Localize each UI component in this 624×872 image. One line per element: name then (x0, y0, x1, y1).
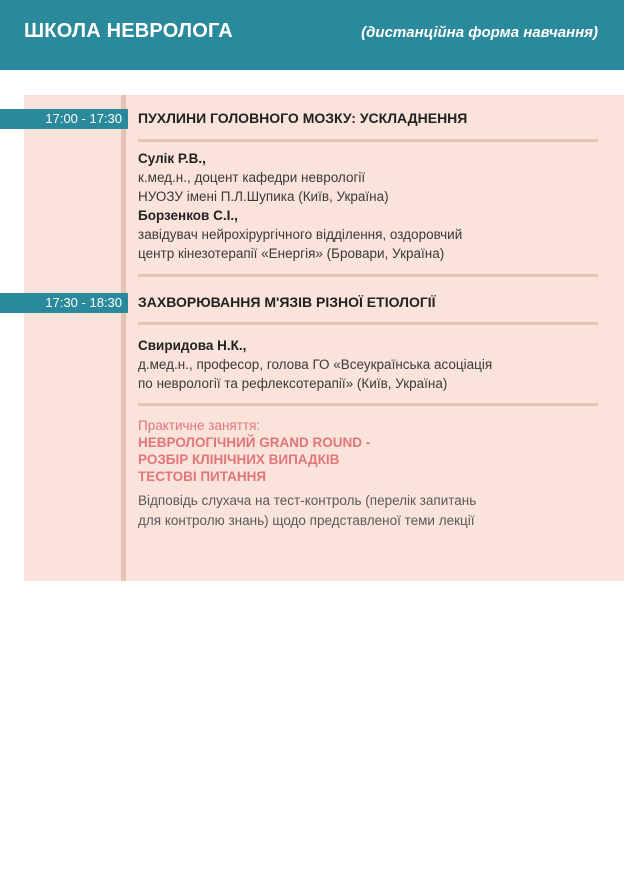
practice-title-line: ТЕСТОВІ ПИТАННЯ (138, 469, 267, 484)
speaker-name: Борзенков С.І., (138, 208, 238, 223)
practice-label: Практичне заняття: (138, 418, 261, 433)
practice-description: Відповідь слухача на тест-контроль (перелік запитань (138, 493, 477, 508)
session-title: ЗАХВОРЮВАННЯ М'ЯЗІВ РІЗНОЇ ЕТІОЛОГІЇ (138, 294, 436, 310)
speaker-name: Сулік Р.В., (138, 151, 206, 166)
page-subtitle: (дистанційна форма навчання) (361, 24, 598, 41)
practice-block (138, 417, 608, 531)
speaker-name: Свиридова Н.К., (138, 338, 247, 353)
page-title: ШКОЛА НЕВРОЛОГА (24, 20, 233, 42)
speaker-position: к.мед.н., доцент кафедри неврології (138, 170, 366, 185)
session-time-tag: 17:00 - 17:30 (0, 109, 128, 129)
speaker-affiliation: центр кінезотерапії «Енергія» (Бровари, Україна) (138, 246, 445, 261)
practice-title-line: НЕВРОЛОГІЧНИЙ GRAND ROUND - (138, 435, 371, 450)
section-divider (138, 403, 598, 406)
speaker-affiliation: по неврології та рефлексотерапії» (Київ, Україна) (138, 376, 448, 391)
speaker-affiliation: НУОЗУ імені П.Л.Шупика (Київ, Україна) (138, 189, 389, 204)
session-title: ПУХЛИНИ ГОЛОВНОГО МОЗКУ: УСКЛАДНЕННЯ (138, 110, 468, 126)
practice-description: для контролю знань) щодо представленої теми лекції (138, 513, 475, 528)
section-divider (138, 322, 598, 325)
session-time-tag: 17:30 - 18:30 (0, 293, 128, 313)
section-divider (138, 274, 598, 277)
speaker-position: завідувач нейрохірургічного відділення, оздоровчий (138, 227, 463, 242)
timeline-rule (121, 95, 126, 581)
speaker-position: д.мед.н., професор, голова ГО «Всеукраїнська асоціація (138, 357, 493, 372)
practice-title-line: РОЗБІР КЛІНІЧНИХ ВИПАДКІВ (138, 452, 340, 467)
speaker-block (138, 149, 608, 263)
section-divider (138, 139, 598, 142)
header-bar (0, 0, 624, 70)
speaker-block (138, 336, 608, 393)
